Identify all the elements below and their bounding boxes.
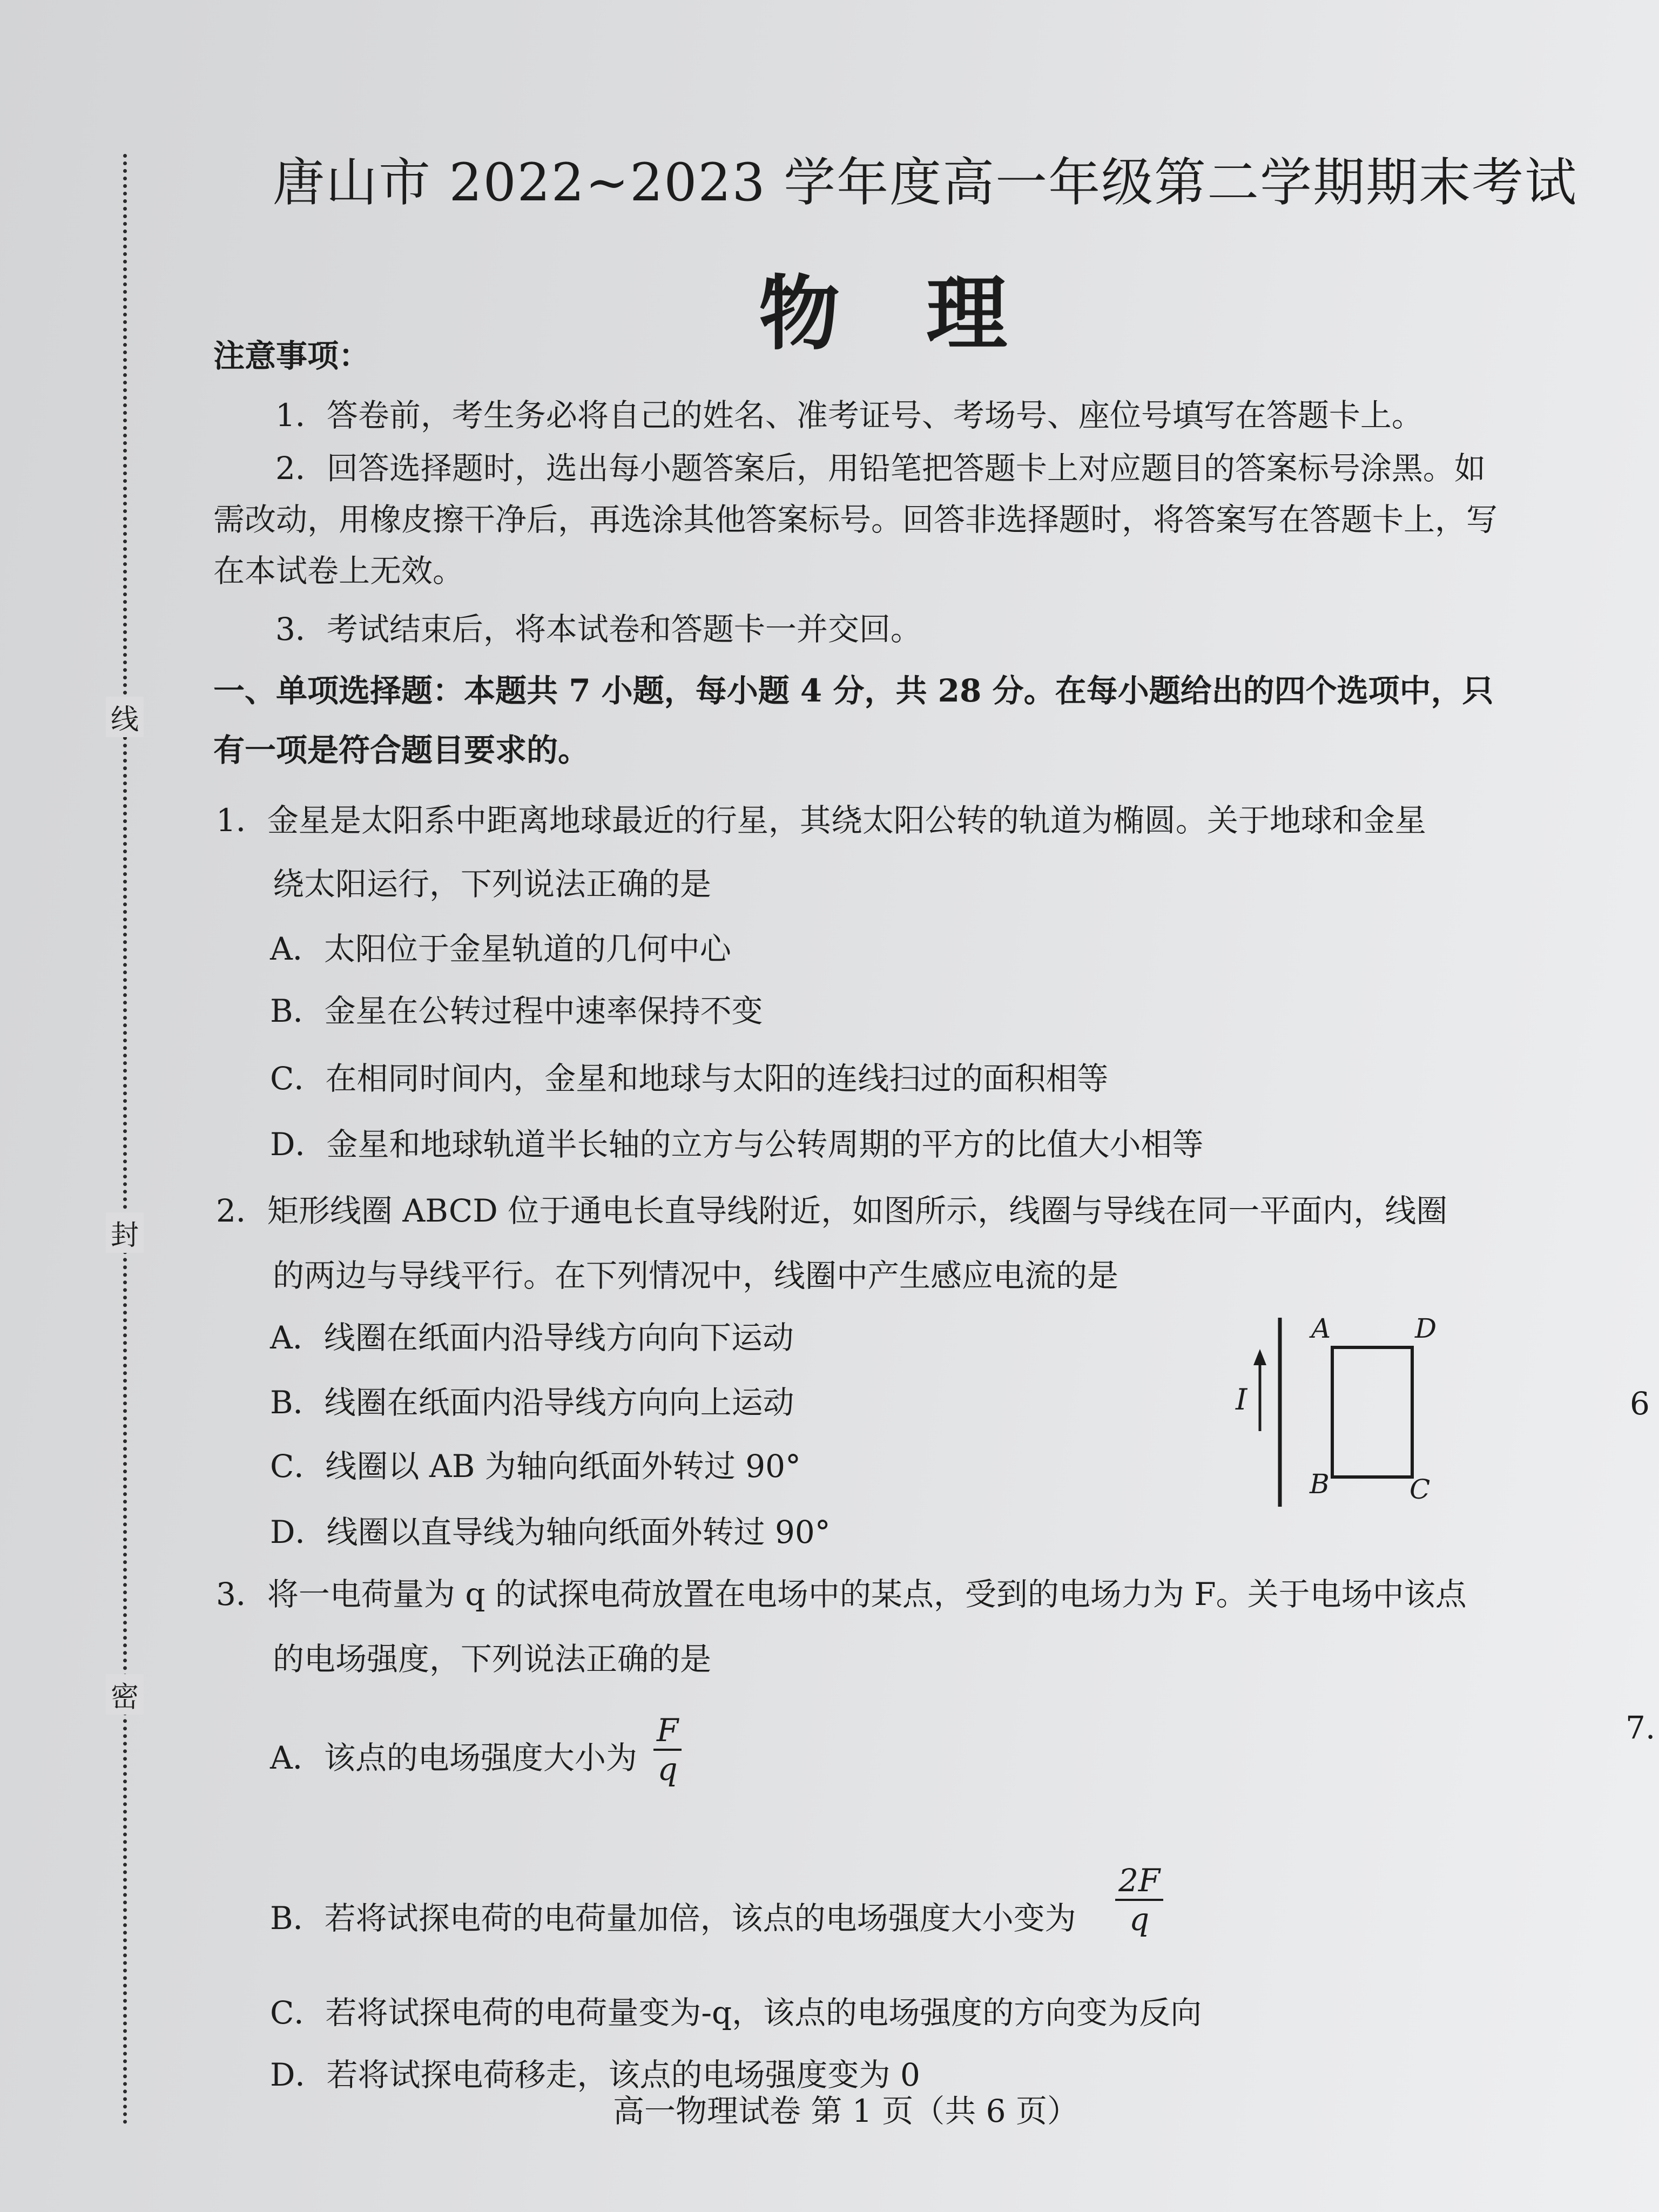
note-item-3: 3．考试结束后，将本试卷和答题卡一并交回。 — [275, 611, 922, 648]
q2-option-c: C．线圈以 AB 为轴向纸面外转过 90° — [270, 1448, 801, 1485]
section-1-heading: 一、单项选择题：本题共 7 小题，每小题 4 分，共 28 分。在每小题给出的四个选项中，只 — [213, 672, 1494, 709]
edge-mark-7: 7. — [1626, 1709, 1656, 1746]
vertex-c-label: C — [1410, 1474, 1431, 1505]
current-arrow-head — [1253, 1349, 1266, 1365]
vertex-b-label: B — [1310, 1468, 1330, 1500]
current-label: I — [1236, 1382, 1247, 1417]
note-item-1: 1．答卷前，考生务必将自己的姓名、准考证号、考场号、座位号填写在答题卡上。 — [275, 397, 1423, 434]
binding-char-mi: 密 — [106, 1674, 144, 1715]
notes-heading: 注意事项： — [213, 338, 370, 374]
note-item-2-cont: 需改动，用橡皮擦干净后，再选涂其他答案标号。回答非选择题时，将答案写在答题卡上，写 — [213, 501, 1498, 538]
q2-option-d: D．线圈以直导线为轴向纸面外转过 90° — [270, 1514, 831, 1550]
fraction-numerator: F — [653, 1712, 682, 1751]
q1-option-b: B．金星在公转过程中速率保持不变 — [270, 993, 763, 1029]
q1-option-a: A．太阳位于金星轨道的几何中心 — [270, 930, 731, 967]
q1-option-d: D．金星和地球轨道半长轴的立方与公转周期的平方的比值大小相等 — [270, 1126, 1204, 1163]
q3-option-c: C．若将试探电荷的电荷量变为-q，该点的电场强度的方向变为反向 — [270, 1994, 1202, 2031]
fraction-f-over-q — [653, 1712, 682, 1788]
q3-option-d: D．若将试探电荷移走，该点的电场强度变为 0 — [270, 2056, 920, 2093]
vertex-a-label: A — [1311, 1313, 1331, 1344]
q2-option-a: A．线圈在纸面内沿导线方向向下运动 — [270, 1319, 794, 1356]
note-item-2-end: 在本试卷上无效。 — [213, 552, 464, 589]
vertex-d-label: D — [1415, 1313, 1437, 1344]
fraction-denominator: q — [657, 1751, 678, 1788]
q3-stem: 3．将一电荷量为 q 的试探电荷放置在电场中的某点，受到的电场力为 F。关于电场中该点 — [216, 1576, 1467, 1613]
section-1-heading-cont: 有一项是符合题目要求的。 — [213, 732, 590, 768]
page-footer: 高一物理试卷 第 1 页（共 6 页） — [613, 2093, 1078, 2129]
coil-wire-diagram — [1220, 1307, 1447, 1518]
q1-stem: 1．金星是太阳系中距离地球最近的行星，其绕太阳公转的轨道为椭圆。关于地球和金星 — [216, 802, 1426, 839]
q2-stem-cont: 的两边与导线平行。在下列情况中，线圈中产生感应电流的是 — [273, 1257, 1119, 1294]
subject-title: 物理 — [759, 266, 1094, 361]
q1-stem-cont: 绕太阳运行，下列说法正确的是 — [273, 866, 712, 902]
exam-title: 唐山市 2022~2023 学年度高一年级第二学期期末考试 — [273, 152, 1578, 213]
fraction-denominator: q — [1129, 1901, 1150, 1938]
q2-option-b: B．线圈在纸面内沿导线方向向上运动 — [270, 1384, 794, 1421]
q3-option-a: A．该点的电场强度大小为 — [270, 1739, 637, 1776]
q2-stem: 2．矩形线圈 ABCD 位于通电长直导线附近，如图所示，线圈与导线在同一平面内，线圈 — [216, 1192, 1448, 1229]
binding-char-feng: 封 — [106, 1212, 144, 1253]
fraction-numerator: 2F — [1115, 1862, 1163, 1901]
binding-char-xian: 线 — [106, 697, 144, 737]
q3-stem-cont: 的电场强度，下列说法正确的是 — [273, 1641, 712, 1677]
note-item-2: 2．回答选择题时，选出每小题答案后，用铅笔把答题卡上对应题目的答案标号涂黑。如 — [275, 450, 1486, 487]
q3-option-b: B．若将试探电荷的电荷量加倍，该点的电场强度大小变为 — [270, 1900, 1076, 1937]
coil-abcd — [1332, 1347, 1412, 1477]
binding-dotted-line — [123, 154, 127, 2125]
fraction-2f-over-q — [1115, 1862, 1163, 1938]
edge-mark-6: 6 — [1630, 1385, 1650, 1422]
q1-option-c: C．在相同时间内，金星和地球与太阳的连线扫过的面积相等 — [270, 1060, 1109, 1097]
